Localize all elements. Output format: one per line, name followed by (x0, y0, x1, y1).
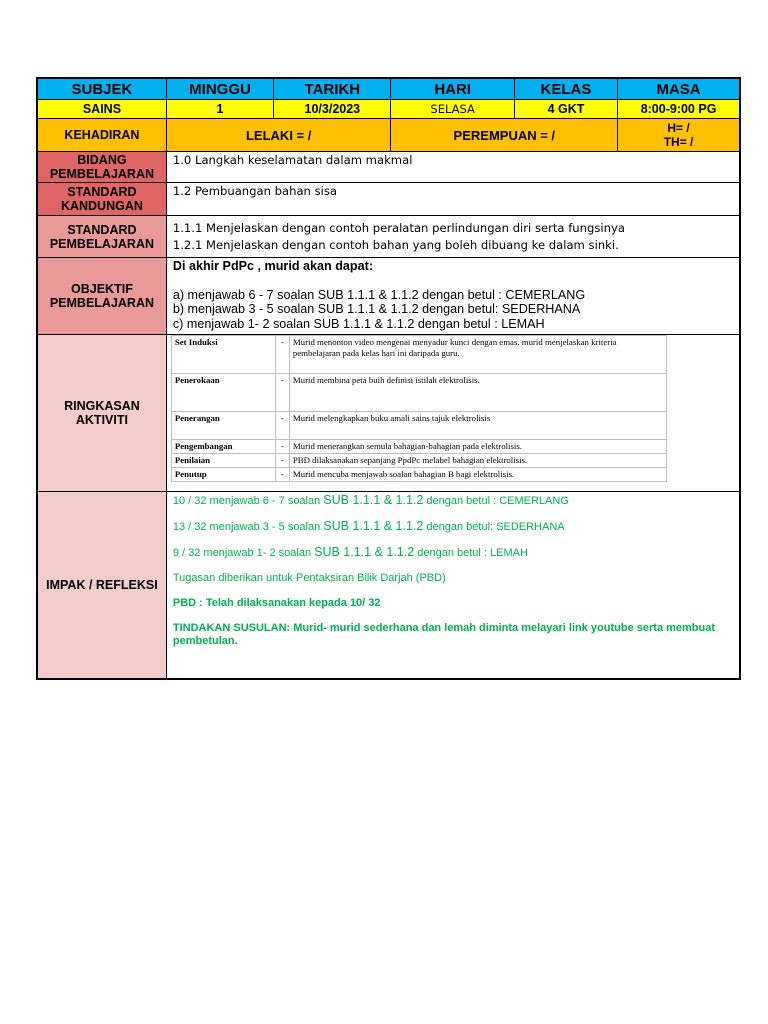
bidang-label: BIDANG PEMBELAJARAN (37, 152, 166, 183)
activity-dash: - (275, 374, 289, 412)
lesson-plan-table (36, 77, 741, 680)
objektif-item: a) menjawab 6 - 7 soalan SUB 1.1.1 & 1.1.2 dengan betul : CEMERLANG (172, 287, 586, 302)
impak-result (173, 494, 733, 508)
activity-name: Penutup (171, 468, 275, 482)
standard-pembelajaran-row (37, 216, 740, 258)
impak-result-pre: 9 / 32 menjawab 1- 2 soalan (172, 547, 315, 559)
impak-result-post: dengan betul : CEMERLANG (423, 495, 569, 507)
impak-result (173, 546, 733, 560)
kehadiran-perempuan: PEREMPUAN = / (391, 119, 618, 152)
info-tarikh: 10/3/2023 (274, 100, 391, 119)
objektif-value (166, 258, 740, 335)
impak-result-sub: SUB 1.1.1 & 1.1.2 (323, 493, 424, 507)
standard-kandungan-label: STANDARD KANDUNGAN (37, 183, 166, 216)
activity-desc: PBD dilaksanakan sepanjang PpdPc melabel bahagian elektrolisis. (289, 454, 666, 468)
impak-label: IMPAK / REFLEKSI (37, 492, 166, 679)
activity-row (171, 468, 666, 482)
activity-row (171, 412, 666, 440)
ringkasan-value (166, 335, 740, 492)
impak-result-pre: 10 / 32 menjawab 6 - 7 soalan (172, 495, 324, 507)
header-tarikh: TARIKH (274, 78, 391, 100)
info-subjek: SAINS (37, 100, 166, 119)
activity-row (171, 374, 666, 412)
kehadiran-attendance (618, 119, 740, 152)
info-kelas: 4 GKT (514, 100, 617, 119)
header-row (37, 78, 740, 100)
objektif-label: OBJEKTIF PEMBELAJARAN (37, 258, 166, 335)
kehadiran-lelaki: LELAKI = / (166, 119, 391, 152)
standard-pembelajaran-label: STANDARD PEMBELAJARAN (37, 216, 166, 258)
activity-row (171, 336, 666, 374)
kehadiran-row (37, 119, 740, 152)
activity-desc: Murid menerangkan semula bahagian-bahagian pada elektrolisis. (289, 440, 666, 454)
activity-name: Penerokaan (171, 374, 275, 412)
standard-pembelajaran-line-2: 1.2.1 Menjelaskan dengan contoh bahan yang boleh dibuang ke dalam sinki. (172, 237, 619, 252)
activity-dash: - (275, 468, 289, 482)
activity-desc: Murid membina peta buih definisi istilah elektrolisis. (289, 374, 666, 412)
header-subjek: SUBJEK (37, 78, 166, 100)
objektif-item: c) menjawab 1- 2 soalan SUB 1.1.1 & 1.1.2 dengan betul : LEMAH (172, 316, 545, 331)
impak-result-sub: SUB 1.1.1 & 1.1.2 (323, 519, 424, 533)
activity-row (171, 440, 666, 454)
objektif-item: b) menjawab 3 - 5 soalan SUB 1.1.1 & 1.1.2 dengan betul: SEDERHANA (172, 302, 581, 316)
header-hari: HARI (391, 78, 514, 100)
info-minggu: 1 (166, 100, 273, 119)
impak-value (166, 492, 740, 679)
header-minggu: MINGGU (166, 78, 273, 100)
activity-dash: - (275, 440, 289, 454)
activity-name: Set Induksi (171, 336, 275, 374)
impak-row (37, 492, 740, 679)
hadir-count: H= / (667, 121, 690, 135)
standard-kandungan-row (37, 183, 740, 216)
standard-pembelajaran-line-1: 1.1.1 Menjelaskan dengan contoh peralatan perlindungan diri serta fungsinya (172, 220, 625, 235)
impak-result-post: dengan betul : LEMAH (414, 547, 528, 559)
kehadiran-label: KEHADIRAN (37, 119, 166, 152)
header-kelas: KELAS (514, 78, 617, 100)
activity-row (171, 454, 666, 468)
impak-tugasan: Tugasan diberikan untuk Pentaksiran Bilik Darjah (PBD) (172, 572, 446, 584)
info-row (37, 100, 740, 119)
impak-result-post: dengan betul: SEDERHANA (423, 521, 565, 533)
impak-result-sub: SUB 1.1.1 & 1.1.2 (314, 545, 415, 559)
objektif-intro: Di akhir PdPc , murid akan dapat: (172, 259, 374, 273)
activity-name: Penilaian (171, 454, 275, 468)
tidak-hadir-count: TH= / (663, 135, 694, 149)
bidang-row (37, 152, 740, 183)
standard-pembelajaran-value (166, 216, 740, 258)
info-hari: SELASA (391, 100, 514, 119)
activity-table (171, 335, 667, 482)
objektif-row (37, 258, 740, 335)
header-masa: MASA (618, 78, 740, 100)
activity-dash: - (275, 336, 289, 374)
activity-desc: Murid menonton video mengenai menyadur kunci dengan emas. murid menjelaskan kriteria pembelajaran pada kelas hari ini daripada guru. (289, 336, 666, 374)
activity-desc: Murid mencuba menjawab soalan bahagian B bagi elektrolisis. (289, 468, 666, 482)
info-masa: 8:00-9:00 PG (618, 100, 740, 119)
activity-name: Pengembangan (171, 440, 275, 454)
activity-dash: - (275, 454, 289, 468)
impak-result-pre: 13 / 32 menjawab 3 - 5 soalan (172, 521, 324, 533)
activity-desc: Murid melengkapkan buku amali sains tajuk elektrolisis (289, 412, 666, 440)
standard-kandungan-value: 1.2 Pembuangan bahan sisa (166, 183, 740, 216)
activity-name: Penerangan (171, 412, 275, 440)
ringkasan-row (37, 335, 740, 492)
impak-result (173, 520, 733, 534)
ringkasan-label: RINGKASAN AKTIVITI (37, 335, 166, 492)
impak-tindakan-susulan: TINDAKAN SUSULAN: Murid- murid sederhana dan lemah diminta melayari link youtube serta membuat pembetulan. (172, 622, 716, 647)
bidang-value: 1.0 Langkah keselamatan dalam makmal (166, 152, 740, 183)
impak-pbd: PBD : Telah dilaksanakan kepada 10/ 32 (172, 597, 381, 609)
activity-dash: - (275, 412, 289, 440)
